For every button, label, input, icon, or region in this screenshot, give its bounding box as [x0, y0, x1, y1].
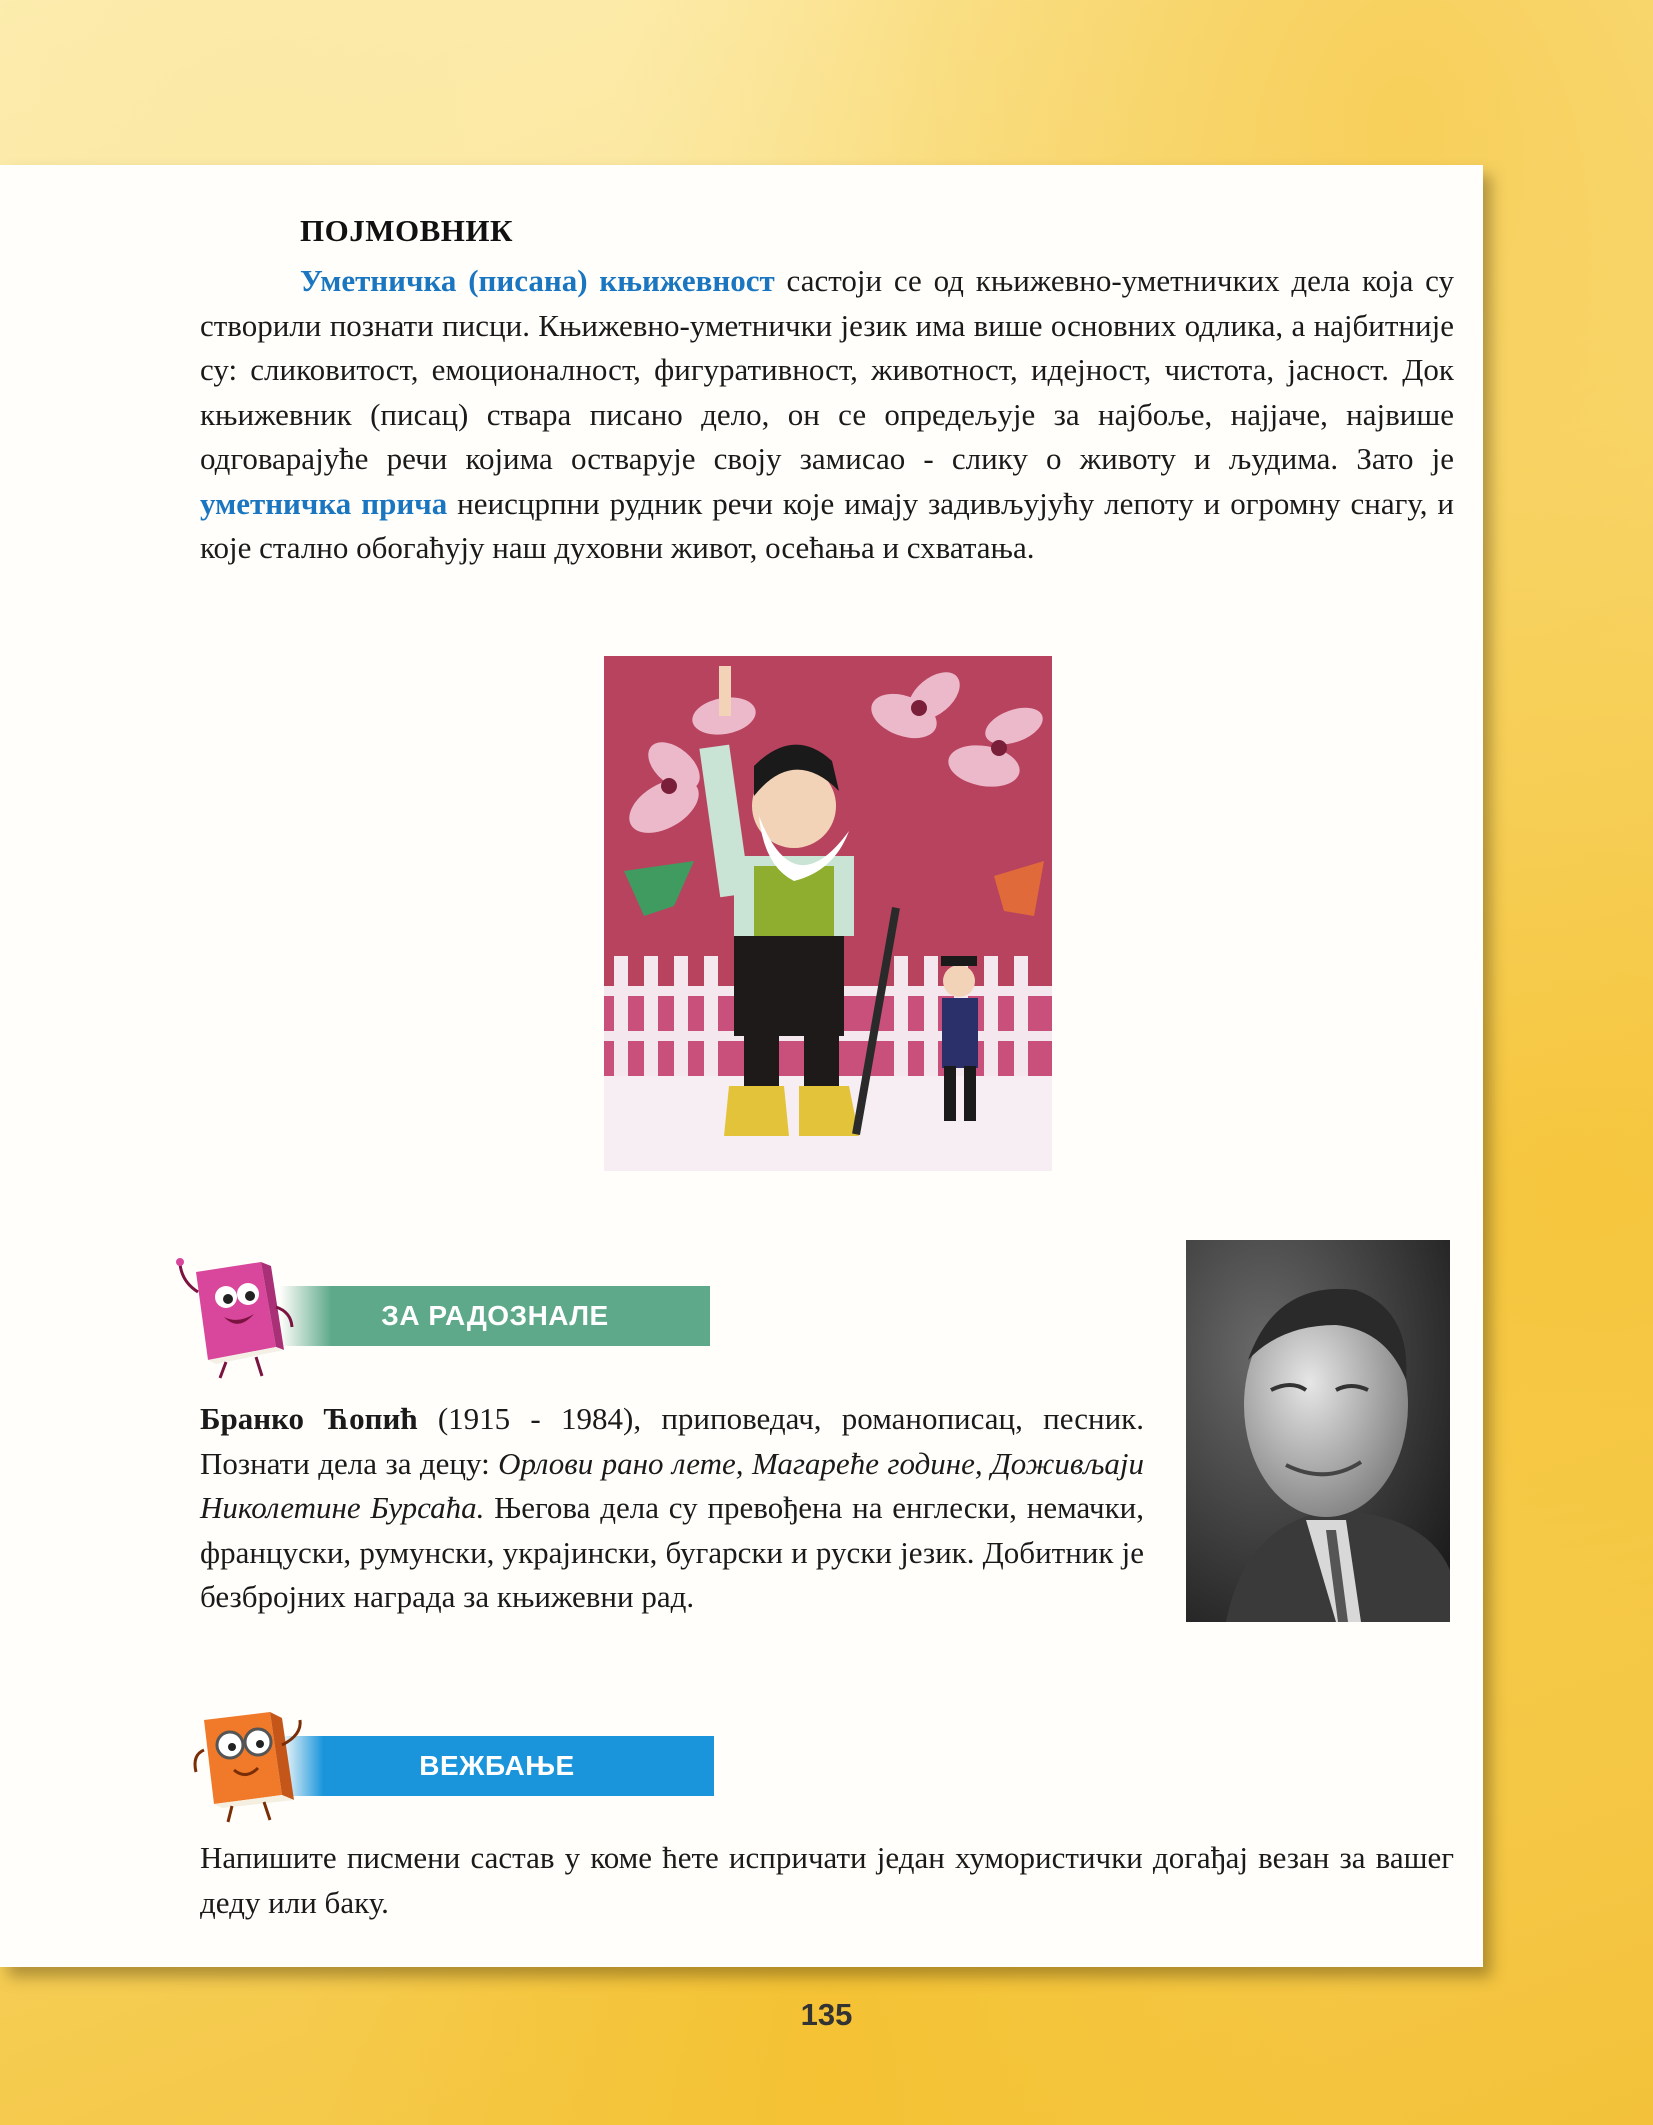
author-name: Бранко Ћопић	[200, 1401, 418, 1436]
pink-book-mascot-icon	[176, 1252, 296, 1387]
story-illustration	[604, 656, 1052, 1171]
glossary-term-story: уметничка прича	[200, 485, 448, 521]
orange-book-mascot-icon	[190, 1700, 310, 1830]
glossary-paragraph	[200, 259, 1454, 571]
author-text-part2: Његова дела су превођена на енглески, немачки, француски, румунски, украјински, бугарски и руски језик. Добитник је безбројних награда за књижевни рад.	[200, 1490, 1144, 1614]
exercise-banner: ВЕЖБАЊЕ	[280, 1736, 714, 1796]
author-text-part1: (1915 - 1984), приповедач, романописац, песник. Познати дела за децу:	[200, 1401, 1144, 1481]
author-paragraph	[200, 1397, 1144, 1620]
curious-banner: ЗА РАДОЗНАЛЕ	[280, 1286, 710, 1346]
exercise-paragraph: Напишите писмени састав у коме ћете испричати један хумористички догађај везан за вашег деду или баку.	[200, 1840, 1454, 1920]
glossary-term-literature: Уметничка (писана) књижевност	[300, 263, 775, 298]
page-number: 135	[800, 1997, 853, 2032]
glossary-text-part2: неисцрпни рудник речи које имају задивљујућу лепоту и огромну снагу, и које стално обогаћују наш духовни живот, осећања и схватања.	[200, 485, 1454, 565]
glossary-text-part1: састоји се од књижевно-уметничких дела која су створили познати писци. Књижевно-уметнички језик има више основних одлика, а најбитније су: сликовитост, емоционалност, фигуративност, животност, идејност, чистота, јасност. Док књижевник (писац) ствара писано дело, он се опредељује за најбоље, најјаче, највише одговарајуће речи којима остварује своју замисао - слику о животу и људима. Зато је	[200, 263, 1454, 476]
glossary-heading: ПОЈМОВНИК	[300, 213, 513, 248]
author-works: Орлови рано лете, Магареће године, Доживљаји Николетине Бурсаћа.	[200, 1445, 1144, 1525]
author-portrait	[1186, 1240, 1450, 1622]
